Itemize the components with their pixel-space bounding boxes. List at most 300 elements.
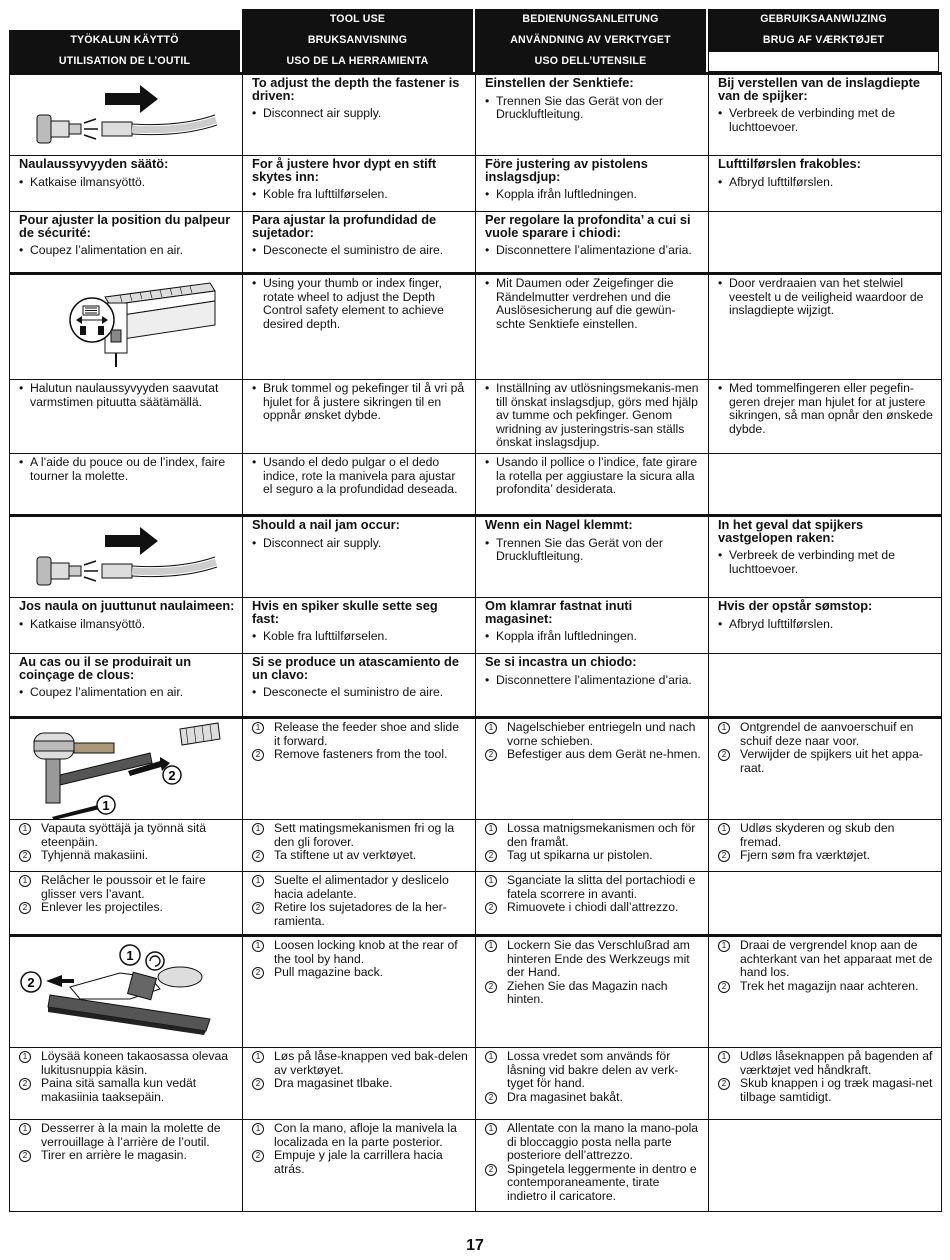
step-marker-label: 2 (168, 768, 176, 783)
instruction-cell (243, 274, 476, 380)
step-list (19, 822, 235, 863)
step-number-badge: 1 (718, 722, 730, 734)
section-nail-jam-air-row (10, 516, 942, 598)
step-text: Tirer en arrière le magasin. (41, 1148, 187, 1163)
instruction-title: Para ajustar la profundidad de sujetador: (252, 212, 437, 240)
instruction-cell (709, 454, 942, 516)
step-item (485, 1122, 701, 1163)
step-item (252, 901, 468, 928)
step-item (19, 1122, 235, 1149)
bullet-list (718, 618, 934, 632)
header-cell: BRUKSANVISNING (242, 30, 473, 51)
bullet-list (19, 456, 235, 483)
step-text: Fjern søm fra værktøjet. (740, 848, 871, 863)
header-cell: UTILISATION DE L’OUTIL (9, 51, 240, 72)
header-cell: TOOL USE (242, 9, 473, 30)
step-number-badge: 2 (252, 850, 264, 862)
bullet-item: • Bruk tommel og pekefinger til å vri på hjulet for å justere sikringen til en oppnår ønsket dybde. (252, 382, 468, 423)
step-item (252, 966, 468, 980)
translation-row (10, 820, 942, 872)
step-number-badge: 2 (485, 850, 497, 862)
step-item (718, 980, 934, 994)
step-item (718, 1077, 934, 1104)
step-item (718, 1050, 934, 1077)
step-number-badge: 1 (485, 1123, 497, 1135)
instruction-cell (243, 654, 476, 718)
step-list (485, 939, 701, 1007)
bullet-list (485, 537, 701, 564)
illustration-cell (10, 516, 243, 598)
step-text: Rimuovete i chiodi dall’attrezzo. (507, 900, 679, 915)
instruction-cell (243, 1048, 476, 1120)
step-text: Ta stiftene ut av verktøyet. (274, 848, 417, 863)
step-list (718, 939, 934, 993)
step-item (252, 1077, 468, 1091)
step-number-badge: 1 (485, 940, 497, 952)
bullet-list (252, 686, 468, 700)
instruction-cell (709, 156, 942, 212)
instruction-cell (476, 872, 709, 936)
step-text: Desserrer à la main la molette de verrouillage à l’arrière de l’outil. (41, 1121, 221, 1149)
step-text: Dra magasinet bakåt. (507, 1089, 623, 1104)
step-number-badge: 2 (19, 850, 31, 862)
instruction-cell (243, 598, 476, 654)
instruction-cell (709, 820, 942, 872)
bullet-item: • Disconnettere l’alimentazione d’aria. (485, 244, 701, 258)
step-marker-label: 1 (102, 798, 110, 813)
step-number-badge: 2 (19, 1150, 31, 1162)
translation-row (10, 212, 942, 274)
step-text: Dra magasinet tlbake. (274, 1076, 393, 1091)
instruction-cell (243, 454, 476, 516)
bullet-item: • Usando el dedo pulgar o el dedo indice, rote la manivela para ajustar el seguro a la profundidad deseada. (252, 456, 468, 497)
illustration-cell (10, 74, 243, 156)
step-item (252, 1122, 468, 1149)
instruction-cell (243, 936, 476, 1048)
step-text: Lockern Sie das Verschlußrad am hinteren Ende des Werkzeugs mit der Hand. (507, 938, 690, 980)
step-number-badge: 2 (485, 749, 497, 761)
step-text: Pull magazine back. (274, 965, 384, 980)
step-text: Löysää koneen takaosassa olevaa lukitusnuppia käsin. (41, 1049, 229, 1077)
instruction-title: For å justere hvor dypt en stift skytes inn: (252, 156, 437, 184)
step-number-badge: 2 (19, 902, 31, 914)
bullet-list (19, 686, 235, 700)
step-item (485, 874, 701, 901)
step-list (252, 721, 468, 762)
step-text: Sett matingsmekanismen fri og la den gli forover. (274, 821, 455, 849)
bullet-list (19, 382, 235, 409)
step-item (485, 939, 701, 980)
instruction-cell (476, 274, 709, 380)
step-number-badge: 2 (718, 850, 730, 862)
bullet-item: • Usando il pollice o l’indice, fate girare la rotella per aggiustare la sicura alla profondita’ desiderata. (485, 456, 701, 497)
feeder-release-illustration (10, 719, 230, 819)
bullet-list (718, 107, 934, 134)
step-list (485, 1050, 701, 1104)
section-feeder-release-row (10, 718, 942, 820)
instruction-cell (709, 212, 942, 274)
bullet-list (485, 95, 701, 122)
bullet-item: • Trennen Sie das Gerät von der Druckluftleitung. (485, 537, 701, 564)
step-item (19, 849, 235, 863)
bullet-list (19, 176, 235, 190)
step-number-badge: 2 (485, 902, 497, 914)
step-text: Loosen locking knob at the rear of the tool by hand. (274, 938, 458, 966)
translation-row (10, 654, 942, 718)
step-item (252, 1149, 468, 1176)
bullet-list (485, 244, 701, 258)
bullet-list (252, 188, 468, 202)
header-cell: TYÖKALUN KÄYTTÖ (9, 30, 240, 51)
step-item (252, 939, 468, 966)
step-list (485, 822, 701, 863)
step-number-badge: 2 (485, 1164, 497, 1176)
bullet-item: • Trennen Sie das Gerät von der Druckluftleitung. (485, 95, 701, 122)
step-text: Release the feeder shoe and slide it forward. (274, 720, 459, 748)
header-row-3 (9, 51, 941, 72)
step-list (19, 1122, 235, 1163)
step-text: Lossa vredet som används för låsning vid bakre delen av verk-tyget för hand. (507, 1049, 679, 1091)
bullet-list (485, 382, 701, 450)
step-text: Skub knappen i og træk magasi-net tilbage samtidigt. (740, 1076, 933, 1104)
instruction-cell (709, 936, 942, 1048)
illustration-cell (10, 718, 243, 820)
manual-page (9, 9, 941, 1212)
step-number-badge: 1 (19, 823, 31, 835)
instruction-title: Naulaussyvyyden säätö: (19, 156, 169, 171)
instruction-cell (709, 274, 942, 380)
instruction-cell (709, 872, 942, 936)
instruction-cell (476, 936, 709, 1048)
step-item (485, 748, 701, 762)
step-number-badge: 1 (718, 1051, 730, 1063)
instruction-cell (476, 1120, 709, 1212)
step-number-badge: 2 (252, 1078, 264, 1090)
step-item (252, 1050, 468, 1077)
header-cell (9, 9, 240, 30)
instruction-cell (243, 74, 476, 156)
bullet-item: • Koppla ifrån luftledningen. (485, 630, 701, 644)
instruction-cell (243, 718, 476, 820)
instruction-cell (476, 516, 709, 598)
bullet-list (718, 176, 934, 190)
step-item (19, 1077, 235, 1104)
instruction-cell (476, 820, 709, 872)
header-cell: GEBRUIKSAANWIJZING (708, 9, 939, 30)
bullet-item: • Door verdraaien van het stelwiel veestelt u de veiligheid waardoor de inslagdiepte wijzigt. (718, 277, 934, 318)
step-text: Con la mano, afloje la manivela la localizada en la parte posterior. (274, 1121, 457, 1149)
step-list (718, 721, 934, 775)
step-number-badge: 2 (252, 902, 264, 914)
instruction-cell (10, 598, 243, 654)
section-depth-adjust-row (10, 274, 942, 380)
bullet-item: • Mit Daumen oder Zeigefinger die Rändelmutter verdrehen und die Auslösesicherung auf die gewün-schte Senktiefe einstellen. (485, 277, 701, 331)
step-text: Vapauta syöttäjä ja työnnä sitä eteenpäin. (41, 821, 207, 849)
instruction-title: Per regolare la profondita’ a cui si vuole sparare i chiodi: (485, 212, 691, 240)
instruction-title: Bij verstellen van de inslagdiepte van de spijker: (718, 75, 920, 103)
bullet-list (485, 674, 701, 688)
step-list (252, 874, 468, 928)
bullet-item: • Coupez l’alimentation en air. (19, 686, 235, 700)
header-cell: USO DE LA HERRAMIENTA (242, 51, 473, 72)
translation-row (10, 1048, 942, 1120)
bullet-item: • Desconecte el suministro de aire. (252, 244, 468, 258)
step-item (485, 901, 701, 915)
step-text: Lossa matnigsmekanismen och för den framåt. (507, 821, 696, 849)
step-number-badge: 1 (252, 1123, 264, 1135)
step-list (252, 822, 468, 863)
instruction-cell (709, 1048, 942, 1120)
header-cell: USO DELL’UTENSILE (475, 51, 706, 72)
instruction-cell (476, 1048, 709, 1120)
step-number-badge: 1 (485, 722, 497, 734)
step-number-badge: 1 (485, 875, 497, 887)
bullet-item: • Verbreek de verbinding met de luchttoevoer. (718, 107, 934, 134)
step-item (19, 874, 235, 901)
step-list (718, 822, 934, 863)
step-number-badge: 1 (19, 1051, 31, 1063)
step-number-badge: 2 (485, 981, 497, 993)
header-row-2 (9, 30, 941, 51)
translation-row (10, 156, 942, 212)
step-item (485, 1091, 701, 1105)
instruction-title: Före justering av pistolens inslagsdjup: (485, 156, 648, 184)
step-text: Nagelschieber entriegeln und nach vorne schieben. (507, 720, 696, 748)
step-number-badge: 1 (252, 875, 264, 887)
bullet-item: • A l’aide du pouce ou de l’index, faire tourner la molette. (19, 456, 235, 483)
step-list (718, 1050, 934, 1104)
bullet-list (252, 630, 468, 644)
translation-row (10, 1120, 942, 1212)
step-item (485, 1163, 701, 1204)
step-item (252, 874, 468, 901)
step-item (252, 822, 468, 849)
illustration-cell (10, 936, 243, 1048)
step-item (718, 822, 934, 849)
instruction-cell (709, 1120, 942, 1212)
step-number-badge: 1 (252, 1051, 264, 1063)
step-list (19, 1050, 235, 1104)
step-number-badge: 1 (19, 1123, 31, 1135)
step-number-badge: 1 (19, 875, 31, 887)
air-disconnect-illustration (10, 517, 230, 595)
step-number-badge: 2 (252, 967, 264, 979)
instruction-cell (243, 212, 476, 274)
bullet-list (485, 188, 701, 202)
step-item (485, 822, 701, 849)
bullet-list (485, 277, 701, 331)
instruction-cell (243, 516, 476, 598)
instruction-cell (10, 380, 243, 454)
instruction-title: In het geval dat spijkers vastgelopen raken: (718, 517, 864, 545)
instruction-cell (10, 156, 243, 212)
instruction-cell (10, 820, 243, 872)
step-item (718, 939, 934, 980)
bullet-list (718, 549, 934, 576)
instruction-title: Om klamrar fastnat inuti magasinet: (485, 598, 633, 626)
bullet-item: • Disconnect air supply. (252, 537, 468, 551)
instruction-cell (709, 516, 942, 598)
step-number-badge: 1 (252, 823, 264, 835)
step-number-badge: 1 (252, 940, 264, 952)
header-row-1 (9, 9, 941, 30)
instruction-cell (476, 212, 709, 274)
instruction-cell (709, 598, 942, 654)
header-cell (708, 51, 939, 72)
bullet-item: • Med tommelfingeren eller pegefin-geren drejer man hjulet for at justere sikringen, så man opnår den ønskede dybde. (718, 382, 934, 436)
step-text: Paina sitä samalla kun vedät makasiinia taaksepäin. (41, 1076, 197, 1104)
step-item (485, 849, 701, 863)
instruction-cell (476, 156, 709, 212)
instruction-table (9, 72, 942, 1212)
instruction-cell (243, 820, 476, 872)
instruction-cell (10, 1120, 243, 1212)
step-number-badge: 1 (485, 1051, 497, 1063)
step-list (485, 874, 701, 915)
magazine-knob-illustration (10, 937, 230, 1045)
bullet-list (485, 630, 701, 644)
instruction-title: Lufttilførslen frakobles: (718, 156, 861, 171)
bullet-list (485, 456, 701, 497)
step-number-badge: 1 (252, 722, 264, 734)
bullet-list (252, 456, 468, 497)
bullet-item: • Halutun naulaussyvyyden saavutat varmstimen pituutta säätämällä. (19, 382, 235, 409)
step-text: Retire los sujetadores de la her-ramienta. (274, 900, 447, 928)
step-list (19, 874, 235, 915)
translation-row (10, 454, 942, 516)
instruction-cell (709, 74, 942, 156)
instruction-title: Hvis der opstår sømstop: (718, 598, 873, 613)
step-item (485, 721, 701, 748)
bullet-item: • Disconnettere l’alimentazione d’aria. (485, 674, 701, 688)
instruction-cell (243, 380, 476, 454)
step-text: Sganciate la slitta del portachiodi e fatela scorrere in avanti. (507, 873, 696, 901)
bullet-list (252, 382, 468, 423)
instruction-title: Should a nail jam occur: (252, 517, 400, 532)
bullet-item: • Koble fra lufttilførselen. (252, 188, 468, 202)
step-text: Enlever les projectiles. (41, 900, 163, 915)
bullet-list (718, 382, 934, 436)
instruction-cell (243, 872, 476, 936)
bullet-list (19, 244, 235, 258)
step-text: Tyhjennä makasiini. (41, 848, 149, 863)
step-text: Ziehen Sie das Magazin nach hinten. (507, 978, 668, 1007)
bullet-item: • Verbreek de verbinding met de luchttoevoer. (718, 549, 934, 576)
header-cell: BRUG AF VÆRKTØJET (708, 30, 939, 51)
instruction-cell (243, 1120, 476, 1212)
step-item (252, 721, 468, 748)
step-item (485, 980, 701, 1007)
instruction-cell (476, 454, 709, 516)
step-list (485, 1122, 701, 1204)
step-text: Draai de vergrendel knop aan de achterkant van het apparaat met de hand los. (740, 938, 933, 980)
bullet-item: • Inställning av utlösningsmekanis-men till önskat inslagsdjup, görs med hjälp av tumme och pekfinger. Genom wridning av justeringstris-san ställs önskat inslagsdjup. (485, 382, 701, 450)
step-number-badge: 1 (718, 940, 730, 952)
step-text: Befestiger aus dem Gerät ne-hmen. (507, 747, 701, 762)
bullet-list (19, 618, 235, 632)
section-air-supply-depth-row (10, 74, 942, 156)
step-item (252, 748, 468, 762)
instruction-cell (243, 156, 476, 212)
step-item (19, 822, 235, 849)
step-list (252, 1122, 468, 1176)
bullet-item: • Desconecte el suministro de aire. (252, 686, 468, 700)
step-text: Relâcher le poussoir et le faire glisser vers l’avant. (41, 873, 206, 901)
step-text: Trek het magazijn naar achteren. (740, 978, 919, 993)
step-number-badge: 2 (19, 1078, 31, 1090)
step-number-badge: 1 (718, 823, 730, 835)
instruction-cell (476, 718, 709, 820)
bullet-item: • Koble fra lufttilførselen. (252, 630, 468, 644)
step-text: Løs på låse-knappen ved bak-delen av verktøyet. (274, 1049, 468, 1077)
step-text: Tag ut spikarna ur pistolen. (507, 848, 653, 863)
bullet-list (252, 107, 468, 121)
bullet-list (252, 537, 468, 551)
step-item (19, 1050, 235, 1077)
instruction-cell (709, 718, 942, 820)
instruction-cell (709, 654, 942, 718)
step-item (252, 849, 468, 863)
step-number-badge: 2 (252, 1150, 264, 1162)
bullet-item: • Afbryd lufttilførslen. (718, 176, 934, 190)
step-text: Suelte el alimentador y deslicelo hacia adelante. (274, 873, 449, 901)
step-item (485, 1050, 701, 1091)
depth-adjust-illustration (10, 275, 230, 379)
instruction-cell (476, 74, 709, 156)
instruction-cell (476, 598, 709, 654)
step-number-badge: 2 (718, 749, 730, 761)
step-item (718, 849, 934, 863)
step-number-badge: 2 (252, 749, 264, 761)
step-item (718, 721, 934, 748)
step-list (252, 939, 468, 980)
bullet-item: • Katkaise ilmansyöttö. (19, 618, 235, 632)
step-marker-label: 1 (126, 948, 134, 963)
step-number-badge: 2 (485, 1092, 497, 1104)
step-text: Empuje y jale la carrillera hacia atrás. (274, 1148, 443, 1176)
step-number-badge: 1 (485, 823, 497, 835)
instruction-title: Einstellen der Senktiefe: (485, 75, 634, 90)
step-text: Remove fasteners from the tool. (274, 747, 448, 762)
bullet-item: • Afbryd lufttilførslen. (718, 618, 934, 632)
step-number-badge: 2 (718, 981, 730, 993)
instruction-title: Se si incastra un chiodo: (485, 654, 637, 669)
instruction-title: Hvis en spiker skulle sette seg fast: (252, 598, 438, 626)
header-cell: ANVÄNDNING AV VERKTYGET (475, 30, 706, 51)
step-text: Verwijder de spijkers uit het appa-raat. (740, 747, 923, 775)
step-text: Udløs låseknappen på bagenden af værktøjet ved håndkraft. (740, 1049, 933, 1077)
instruction-cell (10, 872, 243, 936)
step-item (19, 901, 235, 915)
instruction-title: Jos naula on juuttunut naulaimeen: (19, 598, 235, 613)
bullet-item: • Koppla ifrån luftledningen. (485, 188, 701, 202)
translation-row (10, 872, 942, 936)
instruction-cell (10, 654, 243, 718)
page-number: 17 (466, 1237, 484, 1254)
step-item (19, 1149, 235, 1163)
instruction-title: Si se produce un atascamiento de un clavo: (252, 654, 459, 682)
bullet-item: • Disconnect air supply. (252, 107, 468, 121)
translation-row (10, 598, 942, 654)
step-text: Allentate con la mano la mano-pola di bloccaggio posta nella parte posteriore dell’attrezzo. (507, 1121, 699, 1163)
instruction-cell (476, 654, 709, 718)
translation-row (10, 380, 942, 454)
step-marker-label: 2 (27, 975, 35, 990)
section-magazine-knob-row (10, 936, 942, 1048)
step-list (252, 1050, 468, 1091)
step-list (485, 721, 701, 762)
bullet-item: • Using your thumb or index finger, rotate wheel to adjust the Depth Control safety element to achieve desired depth. (252, 277, 468, 331)
